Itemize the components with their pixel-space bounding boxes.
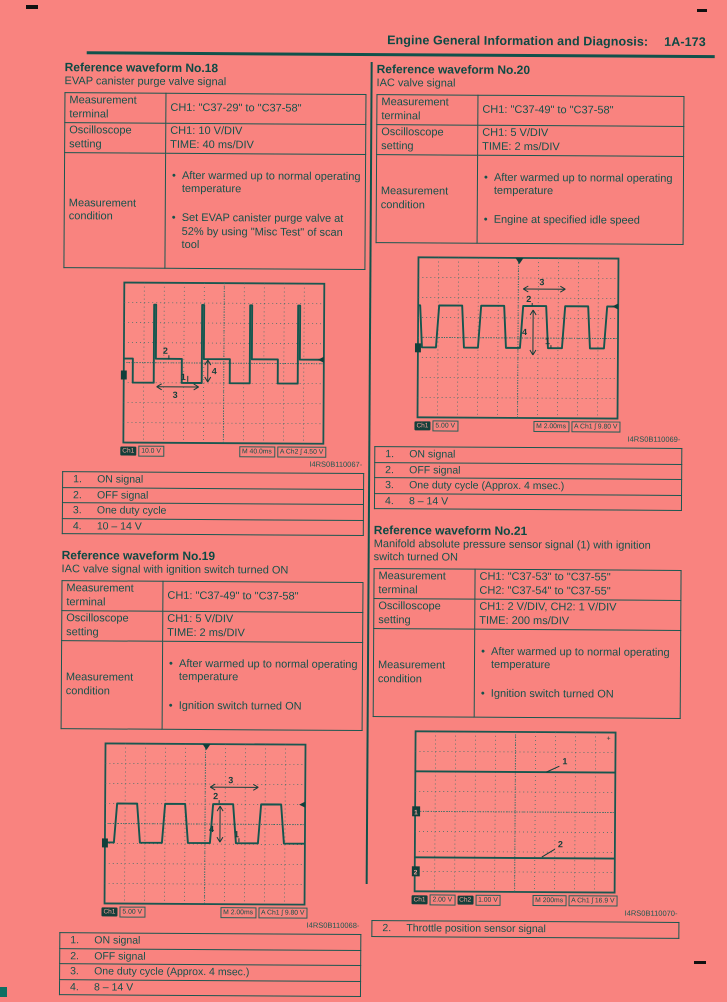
channel-chip: Ch1: [412, 895, 428, 904]
legend-row: [375, 478, 682, 495]
oscilloscope-screen: [120, 281, 327, 446]
callout-3: 3: [539, 277, 544, 287]
legend-number: 1.: [385, 448, 409, 461]
table-row: [65, 123, 366, 155]
section-title: Reference waveform No.19: [62, 548, 364, 564]
oscilloscope-screen: [102, 741, 309, 906]
row-value: CH1: 10 V/DIV TIME: 40 ms/DIV: [166, 123, 366, 154]
trigger-readout: A Ch1 ʃ 9.80 V: [571, 421, 621, 432]
channel-scale: 10.0 V: [138, 446, 164, 457]
figure-code: I4RS0B110069-: [374, 433, 680, 444]
condition-bullet: [482, 214, 679, 229]
legend-text: OFF signal: [409, 464, 460, 476]
row-label: Measurement terminal: [377, 95, 478, 126]
table-row: [377, 95, 684, 127]
callout-1: 1: [234, 829, 239, 839]
bullet-text: Set EVAP canister purge valve at 52% by using "Misc Test" of scan tool: [182, 212, 361, 254]
scope-readout: [101, 906, 307, 918]
condition-bullet: [170, 169, 361, 197]
bullet-icon: •: [479, 688, 487, 702]
legend-text: Throttle position sensor signal: [406, 922, 546, 935]
table-row: [373, 629, 681, 719]
tp-sensor-trace: [415, 857, 615, 858]
timebase-readout: M 40.0ms: [239, 446, 275, 457]
callout-4: 4: [209, 824, 214, 834]
legend-text: OFF signal: [97, 489, 148, 501]
oscilloscope-figure: [412, 729, 619, 906]
row-label: Oscilloscope setting: [62, 611, 163, 642]
callout-2: 2: [163, 346, 168, 356]
legend-row: [372, 921, 679, 938]
channel-chip: Ch1: [414, 421, 430, 430]
condition-bullet: [479, 688, 676, 703]
condition-bullet: [170, 212, 361, 254]
row-label: Measurement terminal: [374, 569, 475, 600]
callout-1: 1: [562, 756, 567, 766]
header-title: Engine General Information and Diagnosis:: [387, 33, 648, 49]
legend-row: [374, 493, 681, 510]
bullet-icon: •: [482, 171, 490, 198]
ground-marker-label: 1: [414, 809, 418, 816]
oscilloscope-screen: [414, 255, 621, 420]
waveform-legend: [374, 446, 682, 511]
waveform-legend: [62, 471, 364, 536]
row-label: Oscilloscope setting: [374, 599, 475, 630]
waveform-legend: [59, 932, 361, 997]
figure-code: I4RS0B110070-: [371, 907, 677, 918]
legend-number: 4.: [385, 495, 409, 508]
scope-readout: [414, 420, 620, 432]
right-column: [371, 62, 684, 938]
bullet-text: After warmed up to normal operating temperature: [182, 169, 361, 197]
bullet-text: After warmed up to normal operating temperature: [494, 171, 679, 199]
callout-1: 1: [181, 372, 186, 382]
row-value: CH1: "C37-29" to "C37-58": [166, 93, 366, 124]
condition-bullet: [167, 700, 358, 715]
table-row: [65, 93, 366, 125]
section-waveform-20: [374, 62, 685, 511]
legend-row: [375, 462, 682, 479]
table-row: [61, 641, 363, 731]
callout-1: 1: [545, 336, 550, 346]
table-row: [377, 125, 684, 157]
legend-row: [59, 979, 360, 996]
section-waveform-19: [59, 548, 364, 997]
legend-text: ON signal: [409, 448, 455, 460]
section-waveform-18: [62, 60, 367, 536]
legend-text: ON signal: [94, 934, 140, 946]
condition-bullet: [479, 645, 676, 673]
row-value: CH1: "C37-49" to "C37-58": [478, 95, 684, 126]
section-title: Reference waveform No.20: [377, 62, 685, 78]
legend-number: 3.: [70, 965, 94, 978]
callout-2: 2: [213, 791, 218, 801]
row-value: CH1: 5 V/DIV TIME: 2 ms/DIV: [163, 611, 363, 642]
legend-number: 2.: [73, 489, 97, 502]
measurement-table: [376, 94, 685, 245]
section-waveform-21: [371, 523, 682, 938]
bullet-icon: •: [167, 657, 175, 684]
channel-chip: Ch2: [457, 896, 473, 905]
callout-4: 4: [522, 327, 527, 337]
channel-scale: 1.00 V: [475, 895, 501, 906]
timebase-readout: M 200ms: [532, 895, 566, 906]
ground-marker-label: 2: [414, 869, 418, 876]
row-value: [474, 629, 681, 718]
legend-text: One duty cycle (Approx. 4 msec.): [94, 965, 249, 978]
legend-number: 3.: [385, 479, 409, 492]
legend-row: [62, 518, 363, 535]
legend-number: 3.: [73, 504, 97, 517]
map-sensor-trace: [415, 771, 615, 772]
screen-corner-mark: +: [607, 735, 611, 742]
row-value: [477, 155, 684, 244]
bullet-text: Ignition switch turned ON: [179, 700, 302, 714]
measurement-table: [61, 580, 364, 731]
row-value: [165, 153, 366, 269]
scan-corner-mark: [26, 5, 38, 9]
timebase-readout: M 2.00ms: [533, 421, 569, 432]
scope-readout: [412, 894, 618, 906]
legend-number: 2.: [70, 950, 94, 963]
trigger-readout: A Ch1 ʃ 16.9 V: [568, 895, 618, 906]
legend-number: 2.: [385, 464, 409, 477]
row-value: CH1: 2 V/DIV, CH2: 1 V/DIV TIME: 200 ms/DIV: [475, 599, 681, 630]
page-number: 1A-173: [664, 35, 706, 49]
table-row: [376, 155, 684, 245]
channel-scale: 2.00 V: [429, 894, 455, 905]
row-label: Oscilloscope setting: [65, 123, 166, 154]
page-header: [63, 31, 706, 49]
row-label: Measurement condition: [376, 155, 478, 244]
bullet-icon: •: [170, 212, 178, 253]
legend-text: 10 – 14 V: [97, 520, 142, 532]
oscilloscope-figure: [414, 255, 621, 432]
ground-marker: [415, 343, 421, 352]
callout-4: 4: [212, 366, 217, 376]
legend-row: [63, 472, 364, 489]
bullet-text: After warmed up to normal operating temperature: [491, 645, 676, 673]
legend-number: 4.: [70, 981, 94, 994]
channel-chip: Ch1: [101, 907, 117, 916]
row-value: CH1: 5 V/DIV TIME: 2 ms/DIV: [478, 125, 684, 156]
legend-text: 8 – 14 V: [94, 981, 133, 993]
section-title: Reference waveform No.21: [374, 523, 682, 539]
measurement-table: [63, 92, 366, 270]
row-label: Measurement condition: [61, 641, 163, 730]
oscilloscope-screen: [412, 729, 619, 894]
legend-text: One duty cycle (Approx. 4 msec.): [409, 479, 564, 492]
bullet-icon: •: [170, 169, 178, 196]
legend-row: [62, 487, 363, 504]
ground-marker: [121, 371, 127, 380]
section-subtitle: EVAP canister purge valve signal: [65, 75, 367, 90]
timebase-readout: M 2.00ms: [220, 907, 256, 918]
table-row: [374, 599, 681, 631]
legend-text: OFF signal: [94, 950, 145, 962]
bullet-icon: •: [167, 700, 175, 714]
row-label: Oscilloscope setting: [377, 125, 478, 156]
scan-corner-mark: [697, 9, 707, 12]
left-column: [59, 60, 367, 997]
table-row: [62, 611, 363, 643]
bullet-text: Engine at specified idle speed: [494, 214, 640, 228]
legend-text: 8 – 14 V: [409, 495, 448, 507]
section-subtitle: IAC valve signal: [377, 77, 685, 92]
legend-number: 1.: [70, 934, 94, 947]
figure-code: I4RS0B110067-: [62, 458, 362, 469]
legend-text: One duty cycle: [97, 504, 167, 516]
table-row: [374, 569, 681, 601]
row-value: [162, 641, 363, 730]
row-label: Measurement terminal: [65, 93, 166, 124]
callout-3: 3: [173, 390, 178, 400]
legend-number: 2.: [382, 922, 406, 935]
waveform-legend: [371, 920, 679, 938]
legend-row: [60, 964, 361, 981]
trigger-readout: A Ch2 ʃ 4.50 V: [277, 446, 327, 457]
header-rule: [87, 51, 715, 58]
channel-chip: Ch1: [120, 447, 136, 456]
bullet-icon: •: [482, 214, 490, 228]
oscilloscope-figure: [101, 741, 308, 918]
legend-number: 1.: [73, 473, 97, 486]
bullet-text: After warmed up to normal operating temperature: [179, 657, 358, 685]
row-label: Measurement terminal: [62, 581, 163, 612]
legend-row: [60, 933, 361, 950]
callout-2: 2: [526, 294, 531, 304]
row-value: CH1: "C37-53" to "C37-55" CH2: "C37-54" to "C37-55": [475, 569, 681, 600]
figure-code: I4RS0B110068-: [59, 919, 359, 930]
ground-marker: [102, 838, 108, 847]
bullet-text: Ignition switch turned ON: [491, 688, 614, 702]
trigger-readout: A Ch1 ʃ 9.80 V: [258, 907, 308, 918]
section-subtitle: IAC valve signal with ignition switch turned ON: [62, 563, 364, 578]
legend-row: [375, 447, 682, 464]
channel-scale: 5.00 V: [432, 420, 458, 431]
condition-bullet: [167, 657, 358, 685]
callout-3: 3: [228, 775, 233, 785]
section-subtitle: Manifold absolute pressure sensor signal (1) with ignition switch turned ON: [374, 538, 682, 566]
legend-row: [60, 948, 361, 965]
section-title: Reference waveform No.18: [65, 60, 367, 76]
scan-corner-mark: [694, 961, 706, 964]
legend-text: ON signal: [97, 473, 143, 485]
measurement-table: [373, 568, 682, 719]
oscilloscope-figure: [120, 281, 327, 458]
scan-corner-mark: [0, 987, 7, 997]
row-label: Measurement condition: [373, 629, 475, 718]
table-row: [64, 153, 366, 270]
table-row: [62, 581, 363, 613]
callout-2: 2: [558, 839, 563, 849]
channel-scale: 5.00 V: [119, 907, 145, 918]
row-label: Measurement condition: [64, 153, 166, 269]
bullet-icon: •: [479, 645, 487, 672]
row-value: CH1: "C37-49" to "C37-58": [163, 581, 363, 612]
condition-bullet: [482, 171, 679, 199]
legend-number: 4.: [73, 520, 97, 533]
legend-row: [62, 503, 363, 520]
scope-readout: [120, 446, 326, 458]
